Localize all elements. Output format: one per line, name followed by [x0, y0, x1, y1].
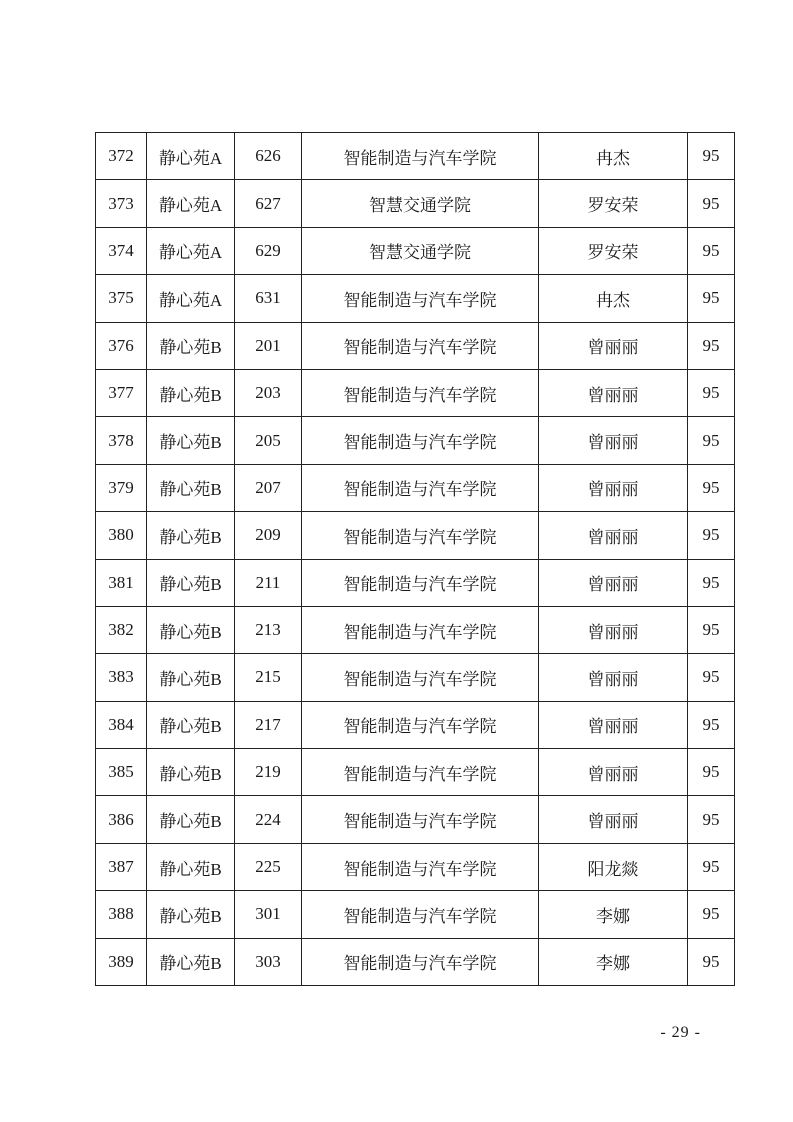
row-number-cell: 372: [96, 133, 147, 180]
row-number-cell: 387: [96, 843, 147, 890]
building-cell: 静心苑B: [147, 891, 235, 938]
score-cell: 95: [688, 938, 735, 985]
building-cell: 静心苑B: [147, 322, 235, 369]
room-number-cell: 203: [235, 369, 302, 416]
room-number-cell: 631: [235, 275, 302, 322]
person-in-charge-cell: 曾丽丽: [539, 796, 688, 843]
room-number-cell: 201: [235, 322, 302, 369]
room-number-cell: 211: [235, 559, 302, 606]
score-cell: 95: [688, 417, 735, 464]
college-cell: 智能制造与汽车学院: [302, 796, 539, 843]
building-cell: 静心苑B: [147, 701, 235, 748]
room-number-cell: 213: [235, 606, 302, 653]
building-cell: 静心苑B: [147, 938, 235, 985]
room-number-cell: 207: [235, 464, 302, 511]
building-cell: 静心苑B: [147, 369, 235, 416]
college-cell: 智能制造与汽车学院: [302, 749, 539, 796]
table-row: [96, 843, 735, 890]
row-number-cell: 375: [96, 275, 147, 322]
person-in-charge-cell: 冉杰: [539, 275, 688, 322]
score-cell: 95: [688, 654, 735, 701]
row-number-cell: 373: [96, 180, 147, 227]
person-in-charge-cell: 曾丽丽: [539, 701, 688, 748]
table-row: [96, 701, 735, 748]
row-number-cell: 379: [96, 464, 147, 511]
row-number-cell: 386: [96, 796, 147, 843]
table-row: [96, 275, 735, 322]
college-cell: 智能制造与汽车学院: [302, 559, 539, 606]
table-row: [96, 559, 735, 606]
table-row: [96, 938, 735, 985]
building-cell: 静心苑B: [147, 843, 235, 890]
college-cell: 智能制造与汽车学院: [302, 891, 539, 938]
score-cell: 95: [688, 322, 735, 369]
person-in-charge-cell: 曾丽丽: [539, 322, 688, 369]
row-number-cell: 374: [96, 227, 147, 274]
table-body: [96, 133, 735, 986]
row-number-cell: 380: [96, 512, 147, 559]
row-number-cell: 388: [96, 891, 147, 938]
row-number-cell: 376: [96, 322, 147, 369]
person-in-charge-cell: 曾丽丽: [539, 559, 688, 606]
building-cell: 静心苑A: [147, 180, 235, 227]
building-cell: 静心苑B: [147, 559, 235, 606]
college-cell: 智能制造与汽车学院: [302, 133, 539, 180]
person-in-charge-cell: 曾丽丽: [539, 417, 688, 464]
row-number-cell: 378: [96, 417, 147, 464]
college-cell: 智能制造与汽车学院: [302, 417, 539, 464]
building-cell: 静心苑A: [147, 227, 235, 274]
building-cell: 静心苑A: [147, 133, 235, 180]
room-number-cell: 209: [235, 512, 302, 559]
room-number-cell: 224: [235, 796, 302, 843]
person-in-charge-cell: 曾丽丽: [539, 369, 688, 416]
row-number-cell: 381: [96, 559, 147, 606]
table-row: [96, 749, 735, 796]
college-cell: 智能制造与汽车学院: [302, 322, 539, 369]
row-number-cell: 377: [96, 369, 147, 416]
room-number-cell: 627: [235, 180, 302, 227]
building-cell: 静心苑B: [147, 417, 235, 464]
score-cell: 95: [688, 796, 735, 843]
college-cell: 智能制造与汽车学院: [302, 843, 539, 890]
room-number-cell: 303: [235, 938, 302, 985]
college-cell: 智能制造与汽车学院: [302, 275, 539, 322]
person-in-charge-cell: 曾丽丽: [539, 464, 688, 511]
score-cell: 95: [688, 369, 735, 416]
table-row: [96, 796, 735, 843]
table-row: [96, 133, 735, 180]
college-cell: 智慧交通学院: [302, 180, 539, 227]
table-row: [96, 464, 735, 511]
row-number-cell: 383: [96, 654, 147, 701]
room-number-cell: 215: [235, 654, 302, 701]
table-row: [96, 606, 735, 653]
person-in-charge-cell: 李娜: [539, 891, 688, 938]
score-cell: 95: [688, 464, 735, 511]
person-in-charge-cell: 李娜: [539, 938, 688, 985]
person-in-charge-cell: 冉杰: [539, 133, 688, 180]
person-in-charge-cell: 曾丽丽: [539, 606, 688, 653]
building-cell: 静心苑B: [147, 654, 235, 701]
table-row: [96, 322, 735, 369]
score-cell: 95: [688, 749, 735, 796]
score-cell: 95: [688, 275, 735, 322]
page-number: - 29 -: [660, 1024, 701, 1041]
room-number-cell: 225: [235, 843, 302, 890]
table-row: [96, 180, 735, 227]
college-cell: 智能制造与汽车学院: [302, 654, 539, 701]
table-row: [96, 891, 735, 938]
building-cell: 静心苑A: [147, 275, 235, 322]
person-in-charge-cell: 曾丽丽: [539, 654, 688, 701]
building-cell: 静心苑B: [147, 796, 235, 843]
room-number-cell: 205: [235, 417, 302, 464]
score-cell: 95: [688, 180, 735, 227]
room-number-cell: 626: [235, 133, 302, 180]
table-row: [96, 654, 735, 701]
building-cell: 静心苑B: [147, 512, 235, 559]
inspection-score-table-container: [95, 132, 734, 986]
building-cell: 静心苑B: [147, 749, 235, 796]
person-in-charge-cell: 阳龙燚: [539, 843, 688, 890]
building-cell: 静心苑B: [147, 606, 235, 653]
score-cell: 95: [688, 133, 735, 180]
college-cell: 智慧交通学院: [302, 227, 539, 274]
score-cell: 95: [688, 559, 735, 606]
building-cell: 静心苑B: [147, 464, 235, 511]
inspection-score-table: [95, 132, 735, 986]
college-cell: 智能制造与汽车学院: [302, 701, 539, 748]
person-in-charge-cell: 曾丽丽: [539, 512, 688, 559]
row-number-cell: 382: [96, 606, 147, 653]
row-number-cell: 385: [96, 749, 147, 796]
score-cell: 95: [688, 227, 735, 274]
person-in-charge-cell: 曾丽丽: [539, 749, 688, 796]
college-cell: 智能制造与汽车学院: [302, 606, 539, 653]
score-cell: 95: [688, 701, 735, 748]
table-row: [96, 369, 735, 416]
score-cell: 95: [688, 512, 735, 559]
college-cell: 智能制造与汽车学院: [302, 512, 539, 559]
table-row: [96, 512, 735, 559]
college-cell: 智能制造与汽车学院: [302, 938, 539, 985]
college-cell: 智能制造与汽车学院: [302, 464, 539, 511]
table-row: [96, 227, 735, 274]
room-number-cell: 217: [235, 701, 302, 748]
score-cell: 95: [688, 843, 735, 890]
person-in-charge-cell: 罗安荣: [539, 227, 688, 274]
room-number-cell: 219: [235, 749, 302, 796]
table-row: [96, 417, 735, 464]
college-cell: 智能制造与汽车学院: [302, 369, 539, 416]
person-in-charge-cell: 罗安荣: [539, 180, 688, 227]
room-number-cell: 629: [235, 227, 302, 274]
row-number-cell: 389: [96, 938, 147, 985]
score-cell: 95: [688, 891, 735, 938]
row-number-cell: 384: [96, 701, 147, 748]
score-cell: 95: [688, 606, 735, 653]
room-number-cell: 301: [235, 891, 302, 938]
